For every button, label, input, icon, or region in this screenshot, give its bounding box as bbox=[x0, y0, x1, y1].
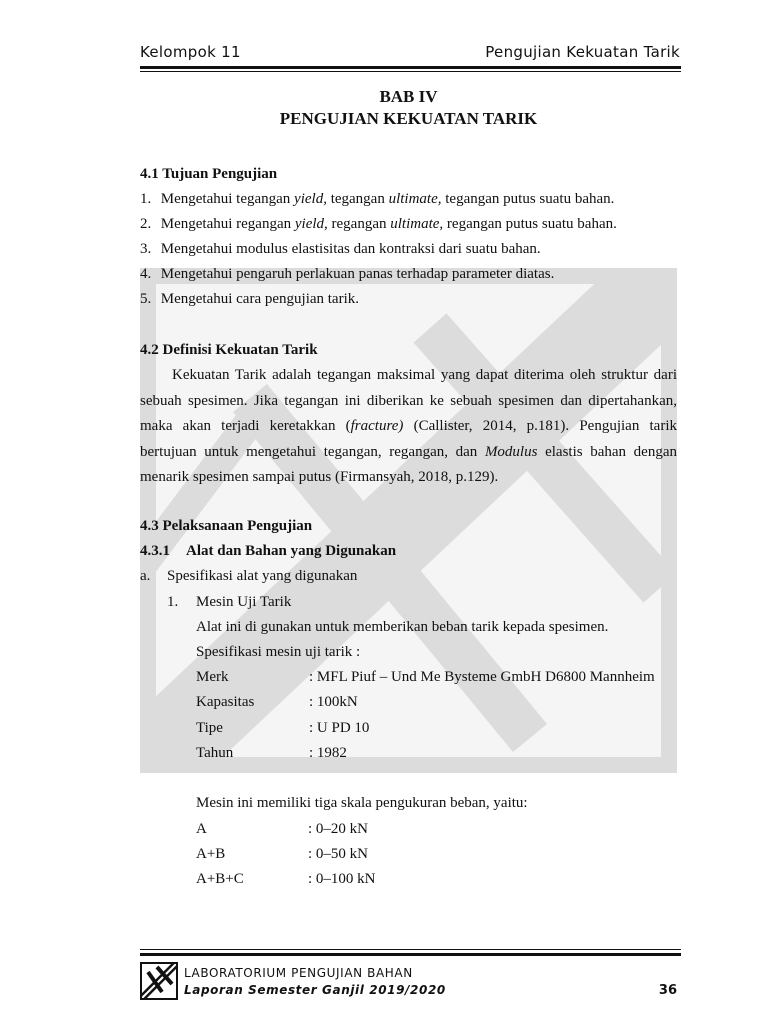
spec-value: : 100kN bbox=[309, 694, 358, 710]
spec-row bbox=[196, 669, 655, 686]
paragraph-text: elastis bahan dengan menarik spesimen sampai putus (Firmansyah, 2018, p.129). bbox=[140, 443, 677, 485]
footer-rule-thin bbox=[140, 949, 681, 950]
spec-list-item bbox=[140, 568, 357, 585]
list-text: regangan putus suatu bahan. bbox=[443, 216, 617, 232]
scale-key: A+B+C bbox=[196, 871, 244, 887]
paragraph-text: Kekuatan Tarik adalah tegangan maksimal yang dapat diterima oleh struktur dari sebuah spesimen. Jika tegangan ini diberikan ke sebuah spesimen dan dipertahankan, maka akan terjadi keretakkan ( bbox=[140, 367, 677, 434]
scale-key: A+B bbox=[196, 846, 226, 862]
chapter-title: PENGUJIAN KEKUATAN TARIK bbox=[279, 109, 538, 128]
list-text-italic: ultimate, bbox=[390, 216, 444, 232]
list-number: 3. bbox=[140, 241, 152, 257]
spec-key: Kapasitas bbox=[196, 694, 255, 710]
scale-key: A bbox=[196, 821, 207, 837]
header-rule-thin bbox=[140, 71, 681, 72]
header-group-label: Kelompok 11 bbox=[140, 43, 241, 61]
spec-row bbox=[196, 720, 369, 737]
list-text: Mengetahui tegangan bbox=[160, 191, 295, 207]
spec-key: Tahun bbox=[196, 745, 234, 761]
spec-row bbox=[196, 745, 347, 762]
section-43-heading: 4.3 Pelaksanaan Pengujian bbox=[140, 518, 313, 534]
spec-value: : MFL Piuf – Und Me Bysteme GmbH D6800 Mannheim bbox=[309, 669, 655, 685]
scale-row bbox=[196, 846, 368, 863]
machine-item bbox=[167, 594, 291, 611]
header-topic-label: Pengujian Kekuatan Tarik bbox=[485, 43, 680, 61]
scale-row bbox=[196, 871, 376, 888]
spec-row bbox=[196, 694, 358, 711]
list-item bbox=[140, 216, 617, 233]
scale-value: : 0–50 kN bbox=[308, 846, 368, 862]
subsection-431-heading bbox=[140, 543, 396, 560]
list-number: 1. bbox=[140, 191, 152, 207]
machine-title: Mesin Uji Tarik bbox=[196, 594, 292, 610]
footer-lab-name: LABORATORIUM PENGUJIAN BAHAN bbox=[184, 966, 413, 980]
list-text: Spesifikasi alat yang digunakan bbox=[167, 568, 358, 584]
list-item bbox=[140, 191, 614, 208]
list-text: tegangan putus suatu bahan. bbox=[441, 191, 615, 207]
subsection-title: Alat dan Bahan yang Digunakan bbox=[186, 543, 397, 559]
spec-value: : 1982 bbox=[309, 745, 347, 761]
subsection-number: 4.3.1 bbox=[140, 543, 170, 559]
list-number: 1. bbox=[167, 594, 179, 610]
scale-intro: Mesin ini memiliki tiga skala pengukuran beban, yaitu: bbox=[196, 795, 528, 811]
list-text-italic: yield, bbox=[294, 216, 328, 232]
scale-row bbox=[196, 821, 368, 838]
paragraph-text-italic: Modulus bbox=[484, 443, 538, 460]
spec-intro: Spesifikasi mesin uji tarik : bbox=[196, 644, 361, 660]
list-number: 4. bbox=[140, 266, 152, 282]
list-text: regangan bbox=[327, 216, 391, 232]
list-text: tegangan bbox=[326, 191, 389, 207]
list-number: 5. bbox=[140, 291, 152, 307]
footer-rule-thick bbox=[140, 953, 681, 956]
page-header bbox=[140, 40, 680, 64]
list-text: Mengetahui modulus elastisitas dan kontraksi dari suatu bahan. bbox=[160, 241, 541, 257]
spec-key: Merk bbox=[196, 669, 229, 685]
section-42-heading: 4.2 Definisi Kekuatan Tarik bbox=[140, 342, 318, 358]
chapter-number: BAB IV bbox=[379, 87, 438, 106]
paragraph-text-italic: fracture) bbox=[350, 418, 404, 434]
list-text: Mengetahui cara pengujian tarik. bbox=[160, 291, 360, 307]
list-letter: a. bbox=[140, 568, 151, 584]
paragraph-text: (Callister, 2014, p.181). Pengujian tarik bertujuan untuk mengetahui tegangan, regangan, dan bbox=[140, 418, 677, 460]
lab-logo-icon bbox=[140, 962, 178, 1000]
header-rule-thick bbox=[140, 66, 681, 69]
list-text: Mengetahui pengaruh perlakuan panas terhadap parameter diatas. bbox=[160, 266, 555, 282]
list-item bbox=[140, 291, 359, 308]
list-text-italic: ultimate, bbox=[388, 191, 442, 207]
page-number: 36 bbox=[658, 983, 677, 998]
spec-key: Tipe bbox=[196, 720, 223, 736]
list-text-italic: yield, bbox=[294, 191, 327, 207]
machine-description: Alat ini di gunakan untuk memberikan beban tarik kepada spesimen. bbox=[196, 619, 609, 635]
scale-value: : 0–20 kN bbox=[308, 821, 368, 837]
list-item bbox=[140, 241, 541, 258]
list-number: 2. bbox=[140, 216, 152, 232]
footer-report-label: Laporan Semester Ganjil 2019/2020 bbox=[184, 983, 446, 997]
spec-value: : U PD 10 bbox=[309, 720, 370, 736]
section-41-heading: 4.1 Tujuan Pengujian bbox=[140, 166, 278, 182]
list-text: Mengetahui regangan bbox=[160, 216, 295, 232]
list-item bbox=[140, 266, 554, 283]
definition-paragraph bbox=[140, 363, 677, 491]
scale-value: : 0–100 kN bbox=[308, 871, 376, 887]
